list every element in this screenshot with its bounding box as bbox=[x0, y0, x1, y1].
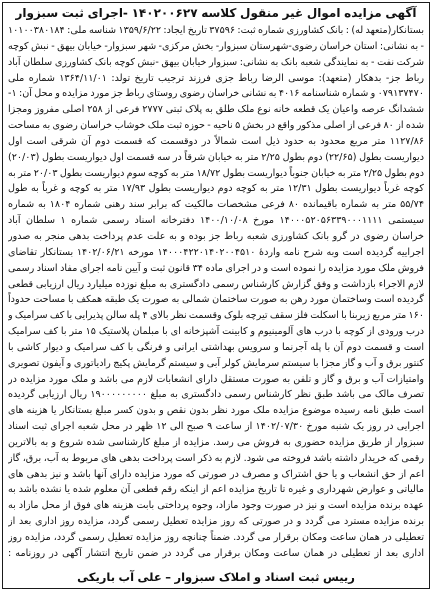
auction-notice bbox=[2, 2, 430, 589]
notice-body bbox=[8, 23, 424, 561]
signature: رییس ثبت اسناد و املاک سبزوار – علی آب باریکی bbox=[77, 570, 355, 584]
notice-title: آگهی مزایده اموال غیر منقول کلاسه ۱۴۰۲۰۰۶۲۷ -اجرای ثبت سبزوار bbox=[15, 6, 417, 20]
notice-body-text: بستانکار(متعهد له) : بانک کشاورزی شماره ثبت: ۳۷۵۹۶ تاریخ ایجاد: ۱۳۵۹/۶/۲۲ شناسه ملی: ۱۰۱۰۰۳۸۰۱۸۴ - به نشانی: استان خراسان رضوی-شهرستان سبزوار- بخش مرکزی- شهر سبزوار- خیابان بیهق - نبش کوچه شرکت نفت - به نمایندگی شعبه بانک به نشانی: سبزوار خیابان بیهق -نبش کوچه بانک کشاورزی سلطان آباد رباط جز- بدهکار (متعهد): موسی الرضا رباط جزی فرزند ترجیب تاریخ تولد: ۱۳۶۴/۱۱/۰۱ شماره ملی ۰۷۹۱۳۷۴۷۰ و شماره شناسنامه ۴۰۱۶ به نشانی خراسان رضوی روستای رباط جز مورد مزایده و محل آن: ۱- ششدانگ عرصه واعیان یک قطعه خانه نوع ملک طلق به پلاک ثبتی ۲۷۷۷ فرعی از ۲۵۸ اصلی مفروز ومجزا شده از ۸۰ فرعی از اصلی مذکور واقع در بخش ۵ ناحیه - حوزه ثبت ملک خوشاب خراسان رضوی به مساحت ۱۱۲۷/۸۶ متر مربع محدود به حدود ذیل است شمالاً در دوقسمت که قسمت دوم آن شرقی است اول دیواریست بطول (۲۲/۶۵) دوم بطول ۲/۲۵ متر به خیابان شرقاً در سه قسمت اول دیواریست بطول (۲۰/۰۳) دوم بطول ۲/۲۵ متر به خیابان جنوباً دیواریست بطول ۱۸/۷۲ متر به کوچه سوم دیواریست بطول ۲۰/۰۳ متر به کوچه غرباً دیواریست بطول ۱۲/۳۱ متر به کوچه دوم دیواریست بطول ۱۷/۹۳ متر به کوچه و غرباً به طول ۵۵/۷۴ متر به شماره باقیمانده ۸۰ فرعی مشخصات مالکیت که برابر سند رهنی شماره ۱۸۰۴ به شماره سیستمی ۱۴۰۰۰۵۲۰۵۶۳۳۹۰۰۰۱۱۱۱ مورخ ۱۴۰۰/۱۰/۰۸ دفترخانه اسناد رسمی شماره ۱ سلطان آباد خراسان رضوی در گرو بانک کشاورزی شعبه رباط جز بوده و به علت عدم پرداخت بدهی منجر به صدور اجراییه گردیده است وبه شرح نامه واردهٔ ۱۴۰۰۰۴۲۲۰۱۴۰۲۰۰۴۵۱۰ مورخه ۱۴۰۲/۰۶/۲۱ بستانکار تقاضای فروش ملک مورد مزایده را نموده است و در اجرای ماده ۳۴ قانون ثبت و آیین نامه اجرای مفاد اسناد رسمی لازم الاجراء بازداشت و وفق گزارش کارشناس رسمی دادگستری به مبلغ نوزده میلیارد ریال ارزیابی قطعی گردیده است وساختمان مورد رهن به صورت ساختمان شمالی به صورت یک طبقه همکف با مساحت حدوداً ۱۶۰ متر مربع زیربنا با اسکلت فلز سقف تیرچه بلوک وقسمت نظر بالای ۴ پله سالن پذیرایی با کف سرامیک و درب ورودی از کوچه با درب های آلومینیوم و کابینت آشپزخانه ای با مبلمان پلاستیک ۱۵ متر با کف سرامیک است و قسمت دوم آن با پله آجرنما و سرویس بهداشتی ایرانی و فرنگی با کف سرامیک و دیوار کاشی با کنتور برق و آب و گاز مجزا با سیستم سرمایش کولر آبی و سیستم گرمایش پکیج رادیاتوری و آیفون تصویری وامتیازات آب و برق و گاز و تلفن به صورت مستقل دارای انشعابات لازم می باشد و ملک مورد مزایده در تصرف مالک می باشد طبق نظر کارشناس رسمی دادگستری به مبلغ ۱۹۰۰۰۰۰۰۰۰۰ ریال ارزیابی گردیده است طبق نامه رسیده موضوع مزایده ملک مورد نظر بدون نقص و بدون کسر مبلغ بستانکار یا هزینه های اجرایی در روز یک شنبه مورخ ۱۴۰۲/۰۷/۳۰ از ساعت ۹ صبح الی ۱۲ ظهر در محل شعبه اجرای ثبت اسناد سبزوار از طریق مزایده حضوری به فروش می رسد. مزایده از مبلغ کارشناسی شده شروع و به بالاترین رقمی که خریدار داشته باشد فروخته می شود. لازم به ذکر است پرداخت بدهی های مربوط به آب، برق، گاز اعم از حق انشعاب و یا حق اشتراک و مصرف در صورتی که مورد مزایده دارای آنها باشد و نیز بدهی های مالیاتی و عوارض شهرداری و غیره تا تاریخ مزایده اعم از اینکه رقم قطعی آن معلوم شده یا نشده باشد به عهده برنده مزایده است و نیز در صورت وجود مازاد، وجوه پرداختی بابت هزینه های فوق از محل مازاد به برنده مزایده مسترد می گردد و در صورتی که روز مزایده تعطیل رسمی گردد، مزایده روز اداری بعد از تعطیلی در همان ساعت ومکان برقرار می گردد. ضمناً چنانچه روز مزایده تعطیل رسمی گردد، مزایده روز اداری بعد از تعطیلی در همان ساعت ومکان برقرار می گردد در ضمن تاریخ انتشار آگهی در روزنامه : bbox=[8, 25, 424, 559]
